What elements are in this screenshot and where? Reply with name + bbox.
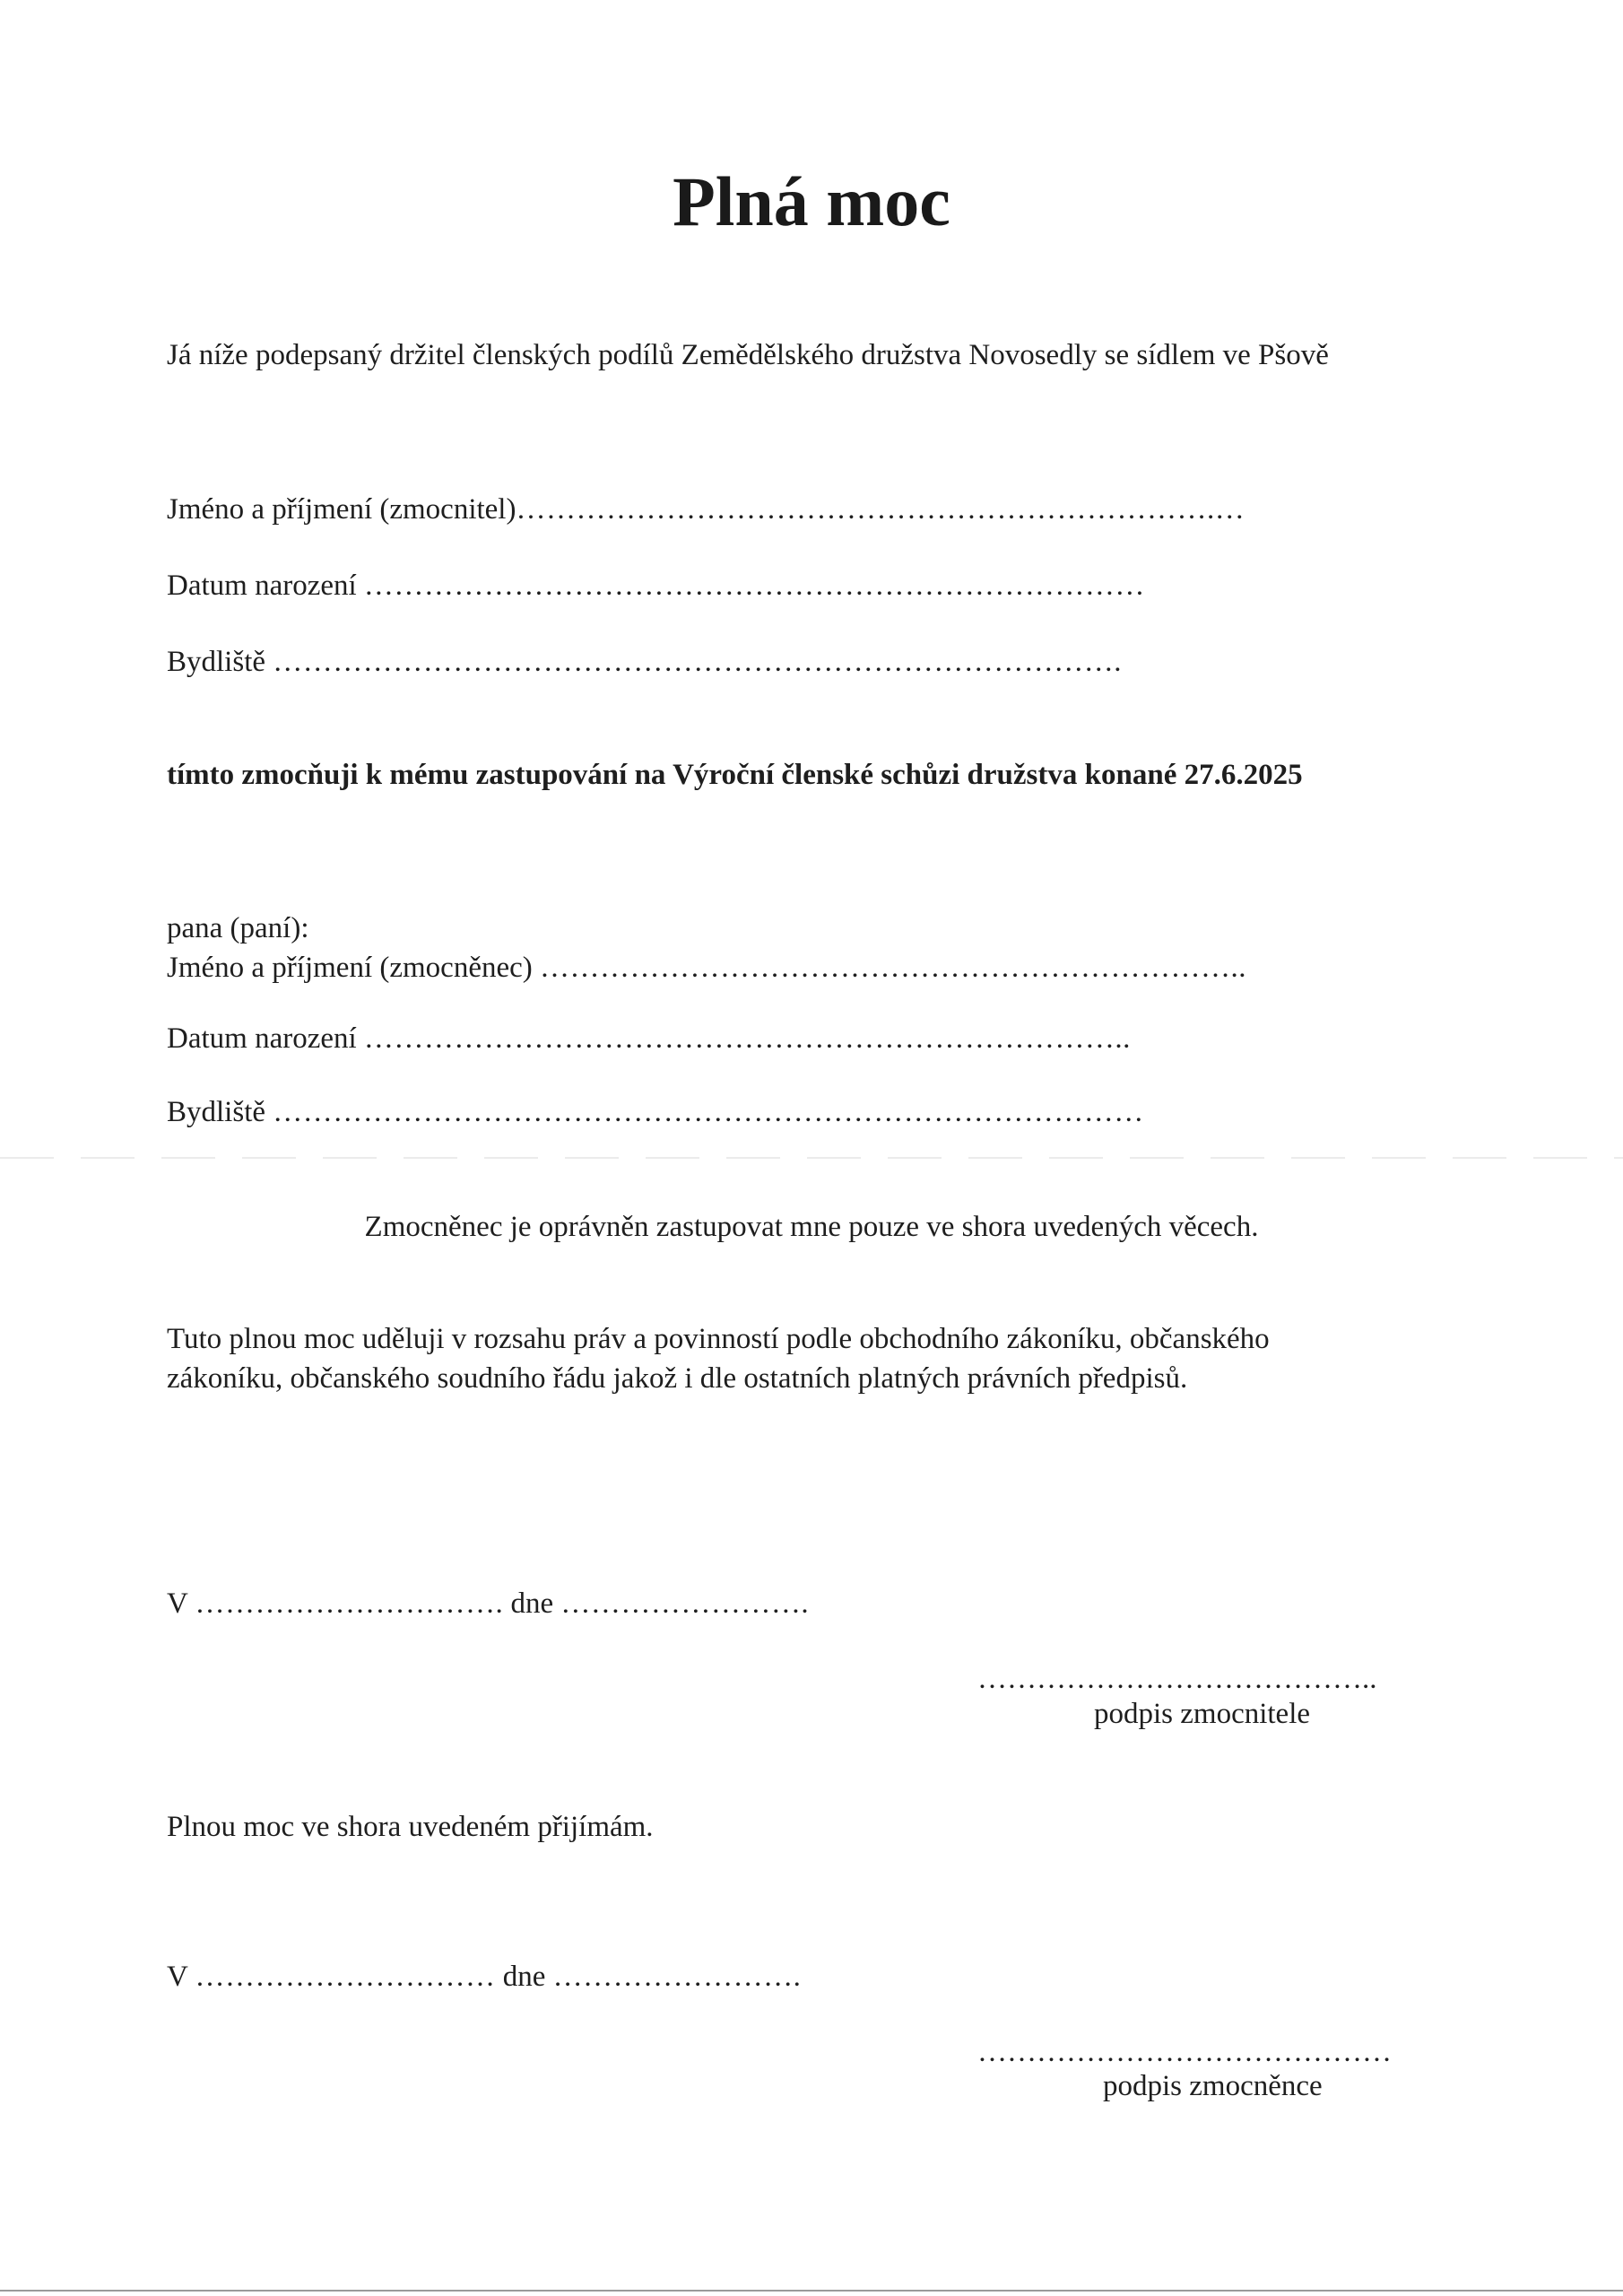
place-prefix-1: V: [167, 1587, 188, 1620]
grantor-name-dots: …………………………………………………………….…: [516, 493, 1245, 526]
signature-line-1: …………………………………..: [977, 1663, 1377, 1695]
authorization-statement: tímto zmocňuji k mému zastupování na Výroční členské schůzi družstva konané 27.6.2025: [167, 759, 1303, 791]
place-prefix-2: V: [167, 1961, 188, 1993]
date-label-1: dne: [510, 1587, 554, 1620]
attorney-birth-label: Datum narození: [167, 1022, 357, 1055]
legal-text-line-2: zákoníku, občanského soudního řádu jakož i dle ostatních platných právních předpisů.: [167, 1362, 1188, 1395]
attorney-residence-label: Bydliště: [167, 1096, 266, 1128]
grantor-residence-dots: ………………………………………………………………………….: [273, 646, 1123, 678]
attorney-name-field: [167, 953, 1246, 983]
grantor-birth-label: Datum narození: [167, 570, 357, 602]
grantor-residence-field: [167, 648, 1122, 677]
attorney-residence-field: [167, 1098, 1144, 1127]
attorney-birth-dots: …………………………………………………………………..: [363, 1022, 1131, 1055]
date-dots-1: …………………….: [560, 1587, 810, 1620]
attorney-name-dots: ……………………………………………………………..: [540, 952, 1246, 984]
place-date-line-1: [167, 1589, 809, 1619]
signature-label-2: podpis zmocněnce: [1103, 2070, 1323, 2102]
document-title: Plná moc: [673, 162, 950, 240]
grantor-name-label: Jméno a příjmení (zmocnitel): [167, 493, 516, 526]
scan-bottom-edge: [0, 2290, 1623, 2292]
attorney-residence-dots: ……………………………………………………………………………: [273, 1096, 1144, 1128]
date-dots-2: …………………….: [552, 1961, 802, 1993]
scan-fold-line: [0, 1157, 1623, 1159]
legal-text-line-1: Tuto plnou moc uděluji v rozsahu práv a povinností podle obchodního zákoníku, občanského: [167, 1323, 1270, 1355]
date-label-2: dne: [502, 1961, 546, 1993]
acceptance-statement: Plnou moc ve shora uvedeném přijímám.: [167, 1811, 654, 1843]
scope-statement: Zmocněnec je oprávněn zastupovat mne pouze ve shora uvedených věcech.: [364, 1211, 1259, 1243]
attorney-name-label: Jméno a příjmení (zmocněnec): [167, 952, 533, 984]
grantor-birth-field: [167, 571, 1145, 601]
intro-text: Já níže podepsaný držitel členských podílů Zemědělského družstva Novosedly se sídlem ve Pšově: [167, 339, 1329, 371]
place-dots-2: …………………………: [195, 1961, 496, 1993]
grantor-name-field: [167, 495, 1245, 525]
signature-line-2: ……………………………………: [977, 2036, 1392, 2068]
place-date-line-2: [167, 1962, 801, 1992]
attorney-salutation: pana (paní):: [167, 912, 309, 944]
place-dots-1: ………………………….: [195, 1587, 504, 1620]
attorney-birth-field: [167, 1024, 1131, 1054]
grantor-birth-dots: ……………………………………………………………………: [363, 570, 1145, 602]
grantor-residence-label: Bydliště: [167, 646, 266, 678]
signature-label-1: podpis zmocnitele: [1094, 1698, 1311, 1730]
